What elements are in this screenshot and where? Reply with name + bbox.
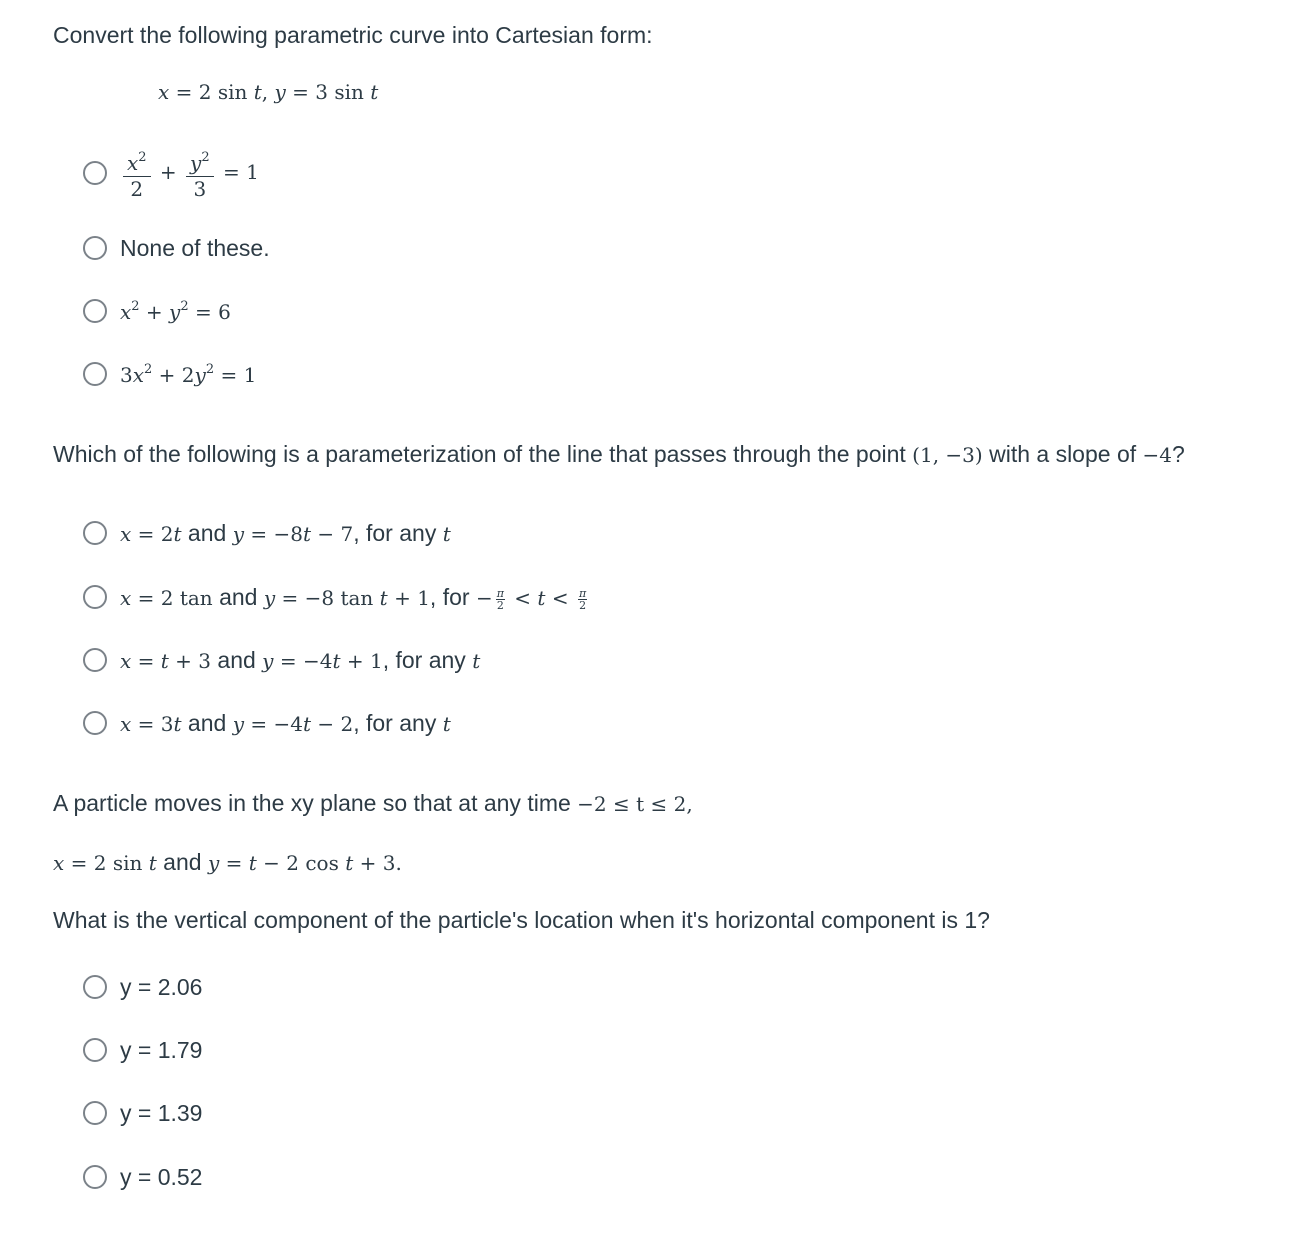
radio-button[interactable] <box>83 236 107 260</box>
q3-option-3[interactable] <box>83 1098 202 1128</box>
question-3-intro <box>53 790 693 817</box>
option-label: None of these. <box>120 234 270 261</box>
option-label: $x^2 + y^2 = 6$ <box>120 298 231 324</box>
question-1-prompt: Convert the following parametric curve into Cartesian form: <box>53 22 653 48</box>
radio-button[interactable] <box>83 585 107 609</box>
prompt-punctuation: ? <box>1172 441 1185 467</box>
prompt-text: A particle moves in the xy plane so that at any time <box>53 790 571 816</box>
option-label: x = t + 3 and y = −4t + 1, for any t <box>120 646 481 673</box>
radio-button[interactable] <box>83 1165 107 1189</box>
radio-button[interactable] <box>83 521 107 545</box>
q1-option-1[interactable] <box>83 142 259 204</box>
radio-button[interactable] <box>83 299 107 323</box>
q3-option-1[interactable] <box>83 972 202 1002</box>
option-label: x = 2t and y = −8t − 7, for any t <box>120 519 451 546</box>
option-label: y = 0.52 <box>120 1163 203 1190</box>
prompt-text: Which of the following is a parameterization of the line that passes through the point <box>53 441 906 467</box>
option-label: x = 3t and y = −4t − 2, for any t <box>120 709 451 736</box>
q2-option-1[interactable] <box>83 518 451 548</box>
point: (1, −3) <box>912 443 983 467</box>
prompt-text: with a slope of <box>989 441 1137 467</box>
option-label: y = 1.39 <box>120 1099 203 1126</box>
radio-button[interactable] <box>83 1101 107 1125</box>
q2-option-2[interactable] <box>83 582 590 612</box>
time-range: −2 ≤ t ≤ 2, <box>577 792 693 816</box>
radio-button[interactable] <box>83 1038 107 1062</box>
question-3-equations: x = 2 sin t and y = t − 2 cos t + 3. <box>53 849 402 875</box>
radio-button[interactable] <box>83 161 107 185</box>
q2-option-3[interactable] <box>83 645 480 675</box>
question-3-prompt: What is the vertical component of the particle's location when it's horizontal component is 1? <box>53 907 990 933</box>
slope: −4 <box>1142 443 1172 467</box>
option-label: y = 2.06 <box>120 973 203 1000</box>
q1-option-2[interactable] <box>83 233 270 263</box>
option-label: $\frac{x^2}{2}$ + $\frac{y^2}{3}$ = 1 <box>120 146 259 201</box>
radio-button[interactable] <box>83 711 107 735</box>
option-label: y = 1.79 <box>120 1036 203 1063</box>
q2-option-4[interactable] <box>83 708 451 738</box>
q1-option-3[interactable] <box>83 296 231 326</box>
radio-button[interactable] <box>83 975 107 999</box>
question-2-prompt <box>53 441 1185 468</box>
q3-option-2[interactable] <box>83 1035 202 1065</box>
radio-button[interactable] <box>83 648 107 672</box>
q3-option-4[interactable] <box>83 1162 202 1192</box>
option-label: x = 2 tan and y = −8 tan t + 1, for − $\frac{\pi}{2}$ < t < $\frac{\pi}{2}$ <box>120 583 587 612</box>
q1-option-4[interactable] <box>83 359 256 389</box>
question-1-parametric-equation: x = 2 sin t, y = 3 sin t <box>158 80 379 104</box>
radio-button[interactable] <box>83 362 107 386</box>
option-label: $3x^2 + 2y^2 = 1$ <box>120 361 257 387</box>
